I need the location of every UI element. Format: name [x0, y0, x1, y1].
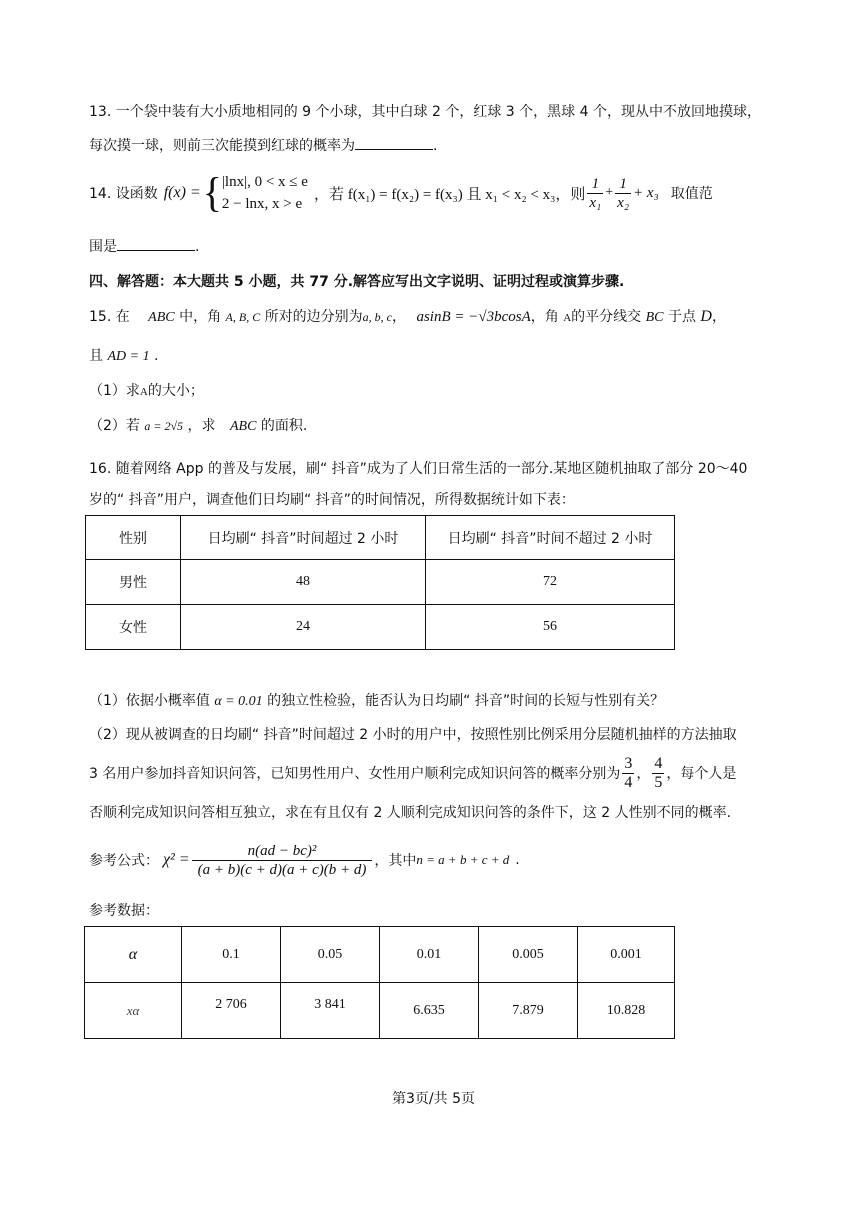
q15-sides: a, b, c — [362, 310, 392, 324]
q14-frac2 — [615, 175, 631, 212]
q15-text-f: 于点 — [667, 309, 696, 325]
q14-func: f(x) = — [163, 184, 201, 201]
q14-cond: ，若 f(x₁) = f(x₂) = f(x₃) 且 x₁ < x₂ < x₃，则 — [313, 186, 586, 203]
q13-line1: 13. 一个袋中装有大小质地相同的 9 个小球，其中白球 2 个，红球 3 个，黑球 4 个，现从中不放回地摸球， — [89, 104, 761, 120]
n-definition: n = a + b + c + d — [416, 852, 510, 867]
chi-square-fraction — [192, 842, 373, 879]
formula-denominator: (a + b)(c + d)(a + c)(b + d) — [197, 861, 367, 878]
q16-part2-tail: ，每个人是 — [666, 766, 737, 782]
formula-tail: ，其中 — [374, 853, 417, 869]
q16-part1-b: 的独立性检验，能否认为日均刷“ 抖音”时间的长短与性别有关？ — [267, 693, 665, 709]
q16-part2-line2 — [89, 750, 736, 796]
survey-table — [85, 515, 675, 650]
n-end: . — [515, 852, 520, 868]
q15-equation: asinB = −√3bcosA — [416, 309, 531, 325]
x-alpha-header-cell: xα — [85, 983, 182, 1039]
table-cell: 0.01 — [380, 927, 479, 983]
table-row — [86, 605, 675, 650]
q15-comma: ， — [391, 309, 406, 325]
q15-a-value: a = 2√5 — [144, 419, 184, 433]
table-cell: 56 — [426, 605, 675, 650]
q16-sep: ， — [636, 766, 651, 782]
q15-angle-a: A — [563, 312, 572, 324]
q14-line2 — [89, 236, 199, 256]
q13-line2-text: 每次摸一球，则前三次能摸到红球的概率为 — [89, 138, 355, 154]
q15-part1-b: 的大小； — [147, 383, 204, 399]
q15-line2 — [89, 345, 158, 365]
table-cell: 0.001 — [578, 927, 675, 983]
q14-case1: |lnx|, 0 < x ≤ e — [221, 174, 308, 190]
q14-plus-x3: + x₃ — [633, 184, 659, 201]
table-cell: 男性 — [86, 560, 181, 605]
q15-text-e: 的平分线交 — [571, 309, 642, 325]
prob-male-num: 3 — [624, 754, 633, 772]
q15-triangle: ABC — [148, 310, 175, 325]
q15-part2-b: ，求 — [187, 418, 216, 434]
q15-text-g: ， — [711, 309, 726, 325]
table-cell: 72 — [426, 560, 675, 605]
prob-female-num: 4 — [654, 754, 663, 772]
table-header-cell: 日均刷“ 抖音”时间不超过 2 小时 — [426, 516, 675, 560]
q16-part2-text: 3 名用户参加抖音知识问答，已知男性用户、女性用户顺利完成知识问答的概率分别为 — [89, 766, 621, 782]
table-header-cell: 日均刷“ 抖音”时间超过 2 小时 — [181, 516, 426, 560]
prob-male-fraction — [622, 755, 634, 792]
q15-bc: BC — [645, 310, 664, 325]
q15-part1 — [89, 380, 204, 400]
reference-table — [84, 926, 675, 1039]
q16-part1-a: （1）依据小概率值 — [89, 693, 210, 709]
q14-frac1 — [587, 175, 603, 212]
table-header-cell: 性别 — [86, 516, 181, 560]
alpha-header-cell: α — [85, 927, 182, 983]
table-cell: 2 706 — [182, 983, 281, 1039]
table-cell: 0.005 — [479, 927, 578, 983]
q14-frac2-num: 1 — [615, 175, 631, 194]
q14-case2: 2 − lnx, x > e — [221, 196, 303, 212]
table-cell: 0.1 — [182, 927, 281, 983]
reference-data-label: 参考数据： — [89, 903, 159, 919]
answer-blank — [117, 236, 195, 251]
q14-line1 — [89, 166, 713, 220]
q15-triangle-2: ABC — [229, 419, 257, 434]
table-cell: 7.879 — [479, 983, 578, 1039]
alpha-row — [85, 927, 675, 983]
answer-blank — [355, 135, 433, 150]
q15-point-d: D — [700, 308, 712, 325]
prob-female-den: 5 — [654, 773, 663, 791]
q14-line2-end: . — [195, 239, 200, 255]
table-cell: 48 — [181, 560, 426, 605]
chi-square-symbol: χ² = — [163, 851, 190, 868]
table-cell: 24 — [181, 605, 426, 650]
table-cell: 10.828 — [578, 983, 675, 1039]
q15-text-b: 中，角 — [179, 309, 222, 325]
q15-line1 — [89, 306, 726, 326]
q15-text-a: 15. 在 — [89, 309, 130, 325]
q15-part2-c: 的面积. — [260, 418, 308, 434]
table-cell: 3 841 — [281, 983, 380, 1039]
q15-ad: AD = 1 — [107, 349, 150, 364]
q15-text-d: ，角 — [530, 309, 559, 325]
q15-text-h: 且 — [89, 348, 103, 364]
q14-line2-text: 围是 — [89, 239, 117, 255]
q15-part1-angle: A — [139, 386, 148, 398]
page-footer: 第3页/共 5页 — [392, 1091, 475, 1107]
section-heading: 四、解答题：本大题共 5 小题，共 77 分.解答应写出文字说明、证明过程或演算步骤. — [89, 274, 625, 290]
formula-label: 参考公式： — [89, 853, 159, 869]
q16-alpha: α = 0.01 — [214, 694, 263, 709]
q14-tail: 取值范 — [670, 186, 713, 202]
formula-numerator: n(ad − bc)² — [192, 842, 373, 861]
q15-part2-a: （2）若 — [89, 418, 140, 434]
table-cell: 女性 — [86, 605, 181, 650]
q14-prefix: 14. 设函数 — [89, 186, 158, 202]
prob-male-den: 4 — [624, 773, 633, 791]
q14-cases — [222, 171, 308, 215]
q14-plus: + — [605, 185, 614, 200]
q16-part2-line1: （2）现从被调查的日均刷“ 抖音”时间超过 2 小时的用户中，按照性别比例采用分层随机抽样的方法抽取 — [89, 727, 737, 743]
q15-part2 — [89, 415, 307, 435]
q15-text-i: . — [154, 348, 159, 364]
q16-part1 — [89, 690, 664, 710]
q13-line2 — [89, 135, 437, 155]
formula-line — [89, 832, 520, 888]
critical-value-row — [85, 983, 675, 1039]
q15-angles: A, B, C — [225, 310, 261, 324]
q15-text-c: 所对的边分别为 — [264, 309, 363, 325]
table-cell: 6.635 — [380, 983, 479, 1039]
table-header-row — [86, 516, 675, 560]
table-cell: 0.05 — [281, 927, 380, 983]
q15-part1-a: （1）求 — [89, 383, 140, 399]
table-row — [86, 560, 675, 605]
prob-female-fraction — [652, 755, 664, 792]
brace-symbol: { — [202, 168, 222, 217]
q14-frac1-den: x₁ — [589, 194, 602, 211]
q16-line1: 16. 随着网络 App 的普及与发展，刷“ 抖音”成为了人们日常生活的一部分.某地区随机抽取了部分 20～40 — [89, 461, 748, 477]
q16-part2-line3: 否顺利完成知识问答相互独立，求在有且仅有 2 人顺利完成知识问答的条件下，这 2 人性别不同的概率. — [89, 805, 732, 821]
q13-line2-end: . — [433, 138, 438, 154]
q16-line2: 岁的“ 抖音”用户，调查他们日均刷“ 抖音”的时间情况，所得数据统计如下表： — [89, 492, 575, 508]
q14-frac1-num: 1 — [587, 175, 603, 194]
q14-frac2-den: x₂ — [617, 194, 630, 211]
